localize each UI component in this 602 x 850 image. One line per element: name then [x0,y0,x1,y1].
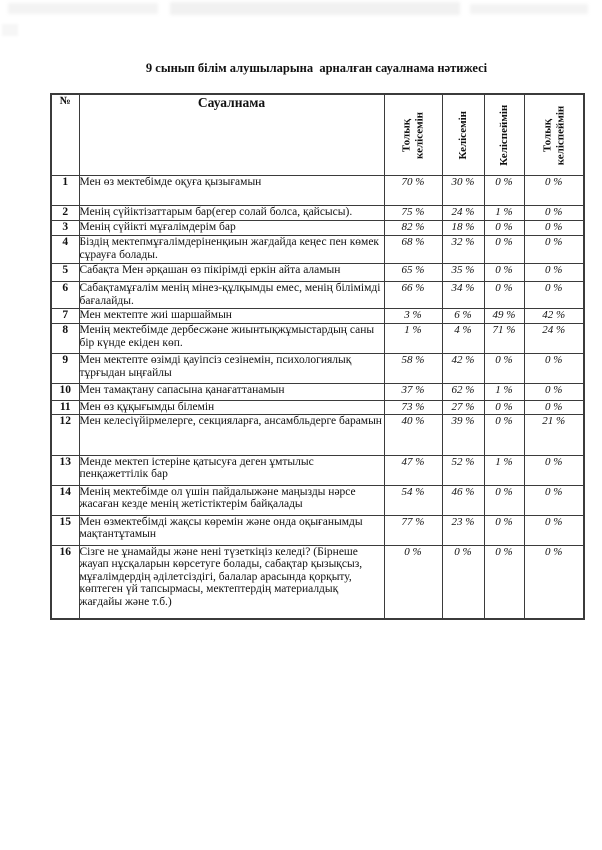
table-row [51,485,584,515]
value-cell: 0 % [524,515,584,545]
value-cell: 1 % [484,455,524,485]
value-cell: 0 % [484,176,524,206]
value-cell: 52 % [442,455,484,485]
question-cell: Менің сүйікті мұғалімдерім бар [79,221,384,236]
value-cell: 21 % [524,414,584,455]
table-row [51,401,584,415]
question-cell: Менің сүйіктізаттарым бар(егер солай болса, қайсысы). [79,206,384,221]
table-row [51,236,584,264]
row-number-cell: 2 [51,206,79,221]
row-number-cell: 8 [51,324,79,354]
value-cell: 54 % [384,485,442,515]
value-cell: 0 % [484,354,524,384]
table-row [51,384,584,401]
value-cell: 0 % [442,545,484,619]
value-cell: 65 % [384,264,442,282]
column-header-disagree: Келіспеймін [484,94,524,176]
value-cell: 73 % [384,401,442,415]
value-cell: 6 % [442,309,484,324]
question-cell: Мен өз мектебімде оқуға қызығамын [79,176,384,206]
question-cell: Мен өз құқығымды білемін [79,401,384,415]
question-cell: Біздің мектепмұғалімдеріненқиын жағдайда кеңес пен көмек сұрауға болады. [79,236,384,264]
row-number-cell: 3 [51,221,79,236]
value-cell: 0 % [484,264,524,282]
value-cell: 0 % [524,384,584,401]
question-cell: Мен тамақтану сапасына қанағаттанамын [79,384,384,401]
column-header-agree: Келісемін [442,94,484,176]
value-cell: 1 % [384,324,442,354]
question-cell: Сізге не ұнамайды және нені түзеткіңіз келеді? (Бірнеше жауап нұсқаларын көрсетуге болады, сабақтар қызықсыз, мұғалімдердің әділетсіздігі, балалар арасында қорқыту, көптеген үй тапсырмасы, мектептердің материалдық жағдайы және т.б.) [79,545,384,619]
value-cell: 24 % [524,324,584,354]
value-cell: 82 % [384,221,442,236]
value-cell: 1 % [484,206,524,221]
row-number-cell: 10 [51,384,79,401]
value-cell: 0 % [484,236,524,264]
table-row [51,545,584,619]
value-cell: 66 % [384,282,442,309]
value-cell: 4 % [442,324,484,354]
value-cell: 75 % [384,206,442,221]
table-row [51,455,584,485]
table-row [51,282,584,309]
value-cell: 32 % [442,236,484,264]
value-cell: 24 % [442,206,484,221]
column-header-number: № [51,94,79,176]
value-cell: 49 % [484,309,524,324]
value-cell: 0 % [524,264,584,282]
value-cell: 0 % [524,401,584,415]
value-cell: 46 % [442,485,484,515]
row-number-cell: 16 [51,545,79,619]
value-cell: 40 % [384,414,442,455]
value-cell: 0 % [524,221,584,236]
value-cell: 0 % [524,206,584,221]
value-cell: 0 % [524,354,584,384]
value-cell: 0 % [484,221,524,236]
row-number-cell: 9 [51,354,79,384]
value-cell: 70 % [384,176,442,206]
value-cell: 0 % [484,282,524,309]
row-number-cell: 15 [51,515,79,545]
value-cell: 1 % [484,384,524,401]
table-row [51,414,584,455]
row-number-cell: 11 [51,401,79,415]
question-cell: Сабақта Мен әрқашан өз пікірімді еркін айта аламын [79,264,384,282]
question-cell: Мен келесіүйірмелерге, секцияларға, ансамбльдерге барамын [79,414,384,455]
value-cell: 3 % [384,309,442,324]
row-number-cell: 1 [51,176,79,206]
value-cell: 58 % [384,354,442,384]
scan-artifact [170,2,460,15]
column-header-question: Сауалнама [79,94,384,176]
table-row [51,515,584,545]
table-row [51,354,584,384]
header-row [51,94,584,176]
value-cell: 71 % [484,324,524,354]
value-cell: 62 % [442,384,484,401]
column-header-fully-agree: Толық келісемін [384,94,442,176]
value-cell: 0 % [384,545,442,619]
value-cell: 0 % [524,282,584,309]
value-cell: 47 % [384,455,442,485]
scan-artifact [8,3,158,14]
value-cell: 23 % [442,515,484,545]
value-cell: 35 % [442,264,484,282]
value-cell: 68 % [384,236,442,264]
value-cell: 42 % [524,309,584,324]
value-cell: 0 % [484,515,524,545]
value-cell: 0 % [484,401,524,415]
value-cell: 18 % [442,221,484,236]
value-cell: 0 % [484,485,524,515]
row-number-cell: 14 [51,485,79,515]
value-cell: 0 % [524,236,584,264]
table-row [51,221,584,236]
scan-artifact [470,4,588,14]
scan-artifact [2,24,18,36]
row-number-cell: 13 [51,455,79,485]
value-cell: 37 % [384,384,442,401]
question-cell: Мен мектепте өзімді қауіпсіз сезінемін, психологиялық тұрғыдан ыңғайлы [79,354,384,384]
row-number-cell: 5 [51,264,79,282]
table-row [51,309,584,324]
value-cell: 0 % [524,176,584,206]
row-number-cell: 12 [51,414,79,455]
row-number-cell: 7 [51,309,79,324]
value-cell: 0 % [524,485,584,515]
row-number-cell: 6 [51,282,79,309]
value-cell: 39 % [442,414,484,455]
table-row [51,324,584,354]
table-row [51,176,584,206]
value-cell: 0 % [524,545,584,619]
table-row [51,264,584,282]
value-cell: 0 % [524,455,584,485]
value-cell: 42 % [442,354,484,384]
row-number-cell: 4 [51,236,79,264]
value-cell: 0 % [484,414,524,455]
column-header-fully-disagree: Толық келіспеймін [524,94,584,176]
question-cell: Сабақтамұғалім менің мінез-құлқымды емес, менің білімімді бағалайды. [79,282,384,309]
value-cell: 30 % [442,176,484,206]
value-cell: 0 % [484,545,524,619]
question-cell: Мен мектепте жиі шаршаймын [79,309,384,324]
value-cell: 34 % [442,282,484,309]
value-cell: 77 % [384,515,442,545]
page-title: 9 сынып білім алушыларына арналған сауалнама нәтижесі [145,61,488,75]
question-cell: Менің мектебімде дербесжәне жиынтықжұмыстардың саны бір күнде екіден көп. [79,324,384,354]
question-cell: Менің мектебімде ол үшін пайдалыжәне маңызды нәрсе жасаған кезде менің жетістіктерім байқалады [79,485,384,515]
survey-results-table [50,93,585,620]
question-cell: Мен өзмектебімді жақсы көремін және онда оқығанымды мақтантұтамын [79,515,384,545]
question-cell: Менде мектеп істеріне қатысуға деген ұмтылыс пенқажеттілік бар [79,455,384,485]
value-cell: 27 % [442,401,484,415]
table-row [51,206,584,221]
